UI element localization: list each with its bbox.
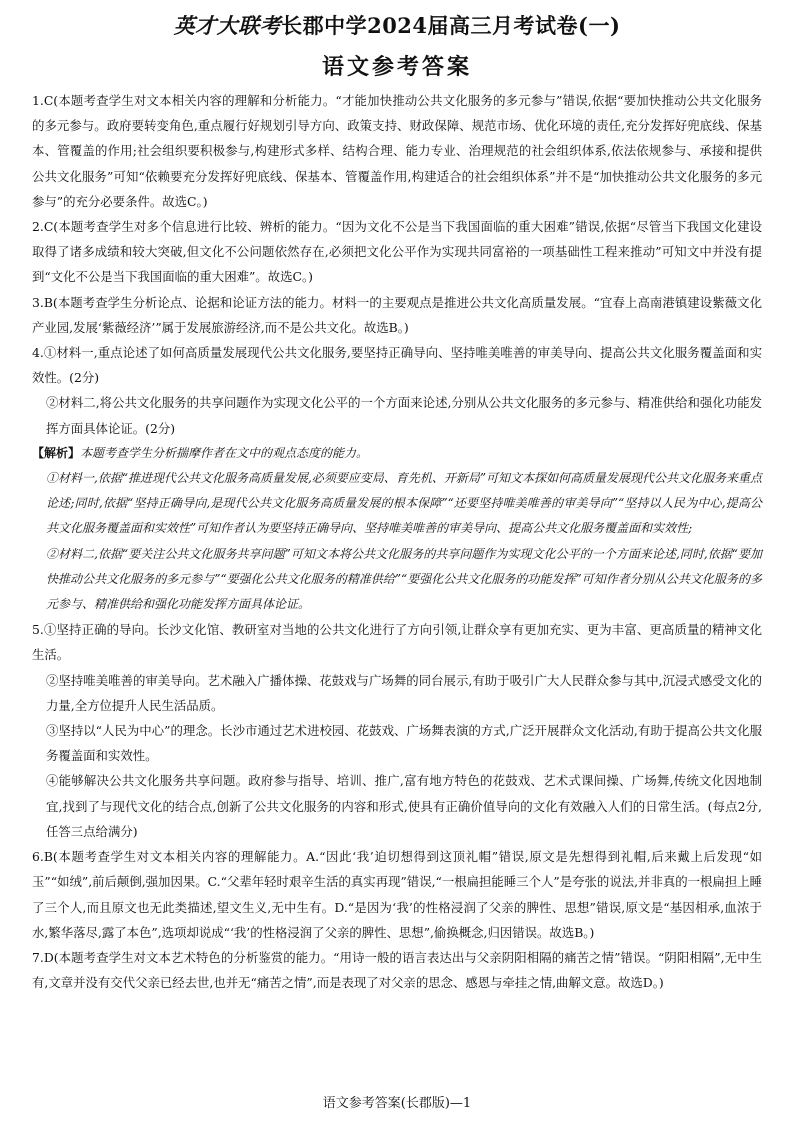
answer-q4-point-1: 4.①材料一,重点论述了如何高质量发展现代公共文化服务,要坚持正确导向、坚持唯美唯善的审美导向、提高公共文化服务覆盖面和实效性。(2分) [32, 345, 762, 386]
exam-title: 长郡中学2024届高三月考试卷(一) [281, 13, 621, 38]
answer-q7: 7.D(本题考查学生对文本艺术特色的分析鉴赏的能力。“用诗一般的语言表达出与父亲阴阳相隔的痛苦之情”错误。“阴阳相隔”,无中生有,文章并没有交代父亲已经去世,也并无“痛苦之情”,而是表现了对父亲的思念、感恩与牵挂之情,曲解文意。故选D。) [32, 949, 762, 991]
analysis-tag: 【解析】 [32, 445, 81, 460]
page-subtitle: 语文参考答案 [321, 54, 472, 80]
answer-q5-point-3: ③坚持以“人民为中心”的理念。长沙市通过艺术进校园、花鼓戏、广场舞表演的方式,广泛开展群众文化活动,有助于提高公共文化服务覆盖面和实效性。 [46, 723, 762, 764]
analysis-text: 本题考查学生分析揣摩作者在文中的观点态度的能力。 [80, 445, 369, 460]
answer-q4-analysis-1: ①材料一,依据“推进现代公共文化服务高质量发展,必须要应变局、育先机、开新局”可知文本探如何高质量发展现代公共文化服务来重点论述;同时,依据“坚持正确导向,是现代公共文化服务高质量发展的根本保障”“还要坚持唯美唯善的审美导向”“坚持以人民为中心,提高公共文化服务覆盖面和实效性”可知作者认为要坚持正确导向、坚持唯美唯善的审美导向、提高公共文化服务覆盖面和实效性; [46, 471, 762, 536]
brand-name: 英才大联考 [173, 13, 282, 38]
answer-q3: 3.B(本题考查学生分析论点、论据和论证方法的能力。材料一的主要观点是推进公共文化高质量发展。“宜春上高南港镇建设紫薇文化产业园,发展‘紫薇经济’”属于发展旅游经济,而不是公共文化。故选B。) [32, 294, 762, 335]
answer-q5-point-4: ④能够解决公共文化服务共享问题。政府参与指导、培训、推广,富有地方特色的花鼓戏、艺术式课间操、广场舞,传统文化因地制宜,找到了与现代文化的结合点,创新了公共文化服务的内容和形式,使具有正确价值导向的文化有效融入人们的日常生活。(每点2分,任答三点给满分) [46, 773, 762, 839]
answer-body [32, 88, 762, 995]
exam-header [0, 10, 794, 40]
answer-q4-analysis-2: ②材料二,依据“要关注公共文化服务共享问题”可知文本将公共文化服务的共享问题作为实现文化公平的一个方面来论述,同时,依据“要加快推动公共文化服务的多元参与”“要强化公共文化服务的精准供给”“要强化公共文化服务的功能发挥”可知作者分别从公共文化服务的多元参与、精准供给和强化功能发挥方面具体论证。 [46, 546, 762, 612]
answer-q2: 2.C(本题考查学生对多个信息进行比较、辨析的能力。“因为文化不公是当下我国面临的重大困难”错误,依据“尽管当下我国文化建设取得了诸多成绩和较大突破,但文化不公问题依然存在,必须把文化公平作为实现共同富裕的一项基础性工程来推动”可知文中并没有提到“文化不公是当下我国面临的重大困难”。故选C。) [32, 219, 762, 285]
page-footer: 语文参考答案(长郡版)—1 [322, 1096, 472, 1111]
answer-q5-point-1: 5.①坚持正确的导向。长沙文化馆、教研室对当地的公共文化进行了方向引领,让群众享有更加充实、更为丰富、更高质量的精神文化生活。 [32, 622, 762, 663]
answer-q4-point-2: ②材料二,将公共文化服务的共享问题作为实现文化公平的一个方面来论述,分别从公共文化服务的多元参与、精准供给和强化功能发挥方面具体论证。(2分) [46, 395, 762, 436]
answer-q5-point-2: ②坚持唯美唯善的审美导向。艺术融入广播体操、花鼓戏与广场舞的同台展示,有助于吸引广大人民群众参与其中,沉浸式感受文化的力量,全方位提升人民生活品质。 [46, 672, 762, 713]
answer-q1: 1.C(本题考查学生对文本相关内容的理解和分析能力。“才能加快推动公共文化服务的多元参与”错误,依据“要加快推动公共文化服务的多元参与。政府要转变角色,重点履行好规划引导方向、政策支持、财政保障、规范市场、优化环境的责任,充分发挥好兜底线、保基本、管覆盖的作用;社会组织要积极参与,构建形式多样、结构合理、能力专业、治理规范的社会组织体系,依法依规参与、承接和提供公共文化服务”可知“依赖要充分发挥好兜底线、保基本、管覆盖作用,构建适合的社会组织体系”并不是“加快推动公共文化服务的多元参与”的充分必要条件。故选C。) [32, 93, 762, 209]
answer-q4-analysis [32, 441, 762, 466]
answer-q6: 6.B(本题考查学生对文本相关内容的理解能力。A.“因此‘我’迫切想得到这顶礼帽”错误,原文是先想得到礼帽,后来戴上后发现“如玉”“如绒”,前后颠倒,强加因果。C.“父辈年轻时艰辛生活的真实再现”错误,“一根扁担能睡三个人”是夸张的说法,并非真的一根扁担上睡了三个人,而且原文也无此类描述,望文生义,无中生有。D.“是因为‘我’的性格浸润了父亲的脾性、思想”错误,原文是“基因相承,血浓于水,繁华落尽,露了本色”,选项却说成“‘我’的性格浸润了父亲的脾性、思想”,偷换概念,归因错误。故选B。) [32, 849, 762, 940]
